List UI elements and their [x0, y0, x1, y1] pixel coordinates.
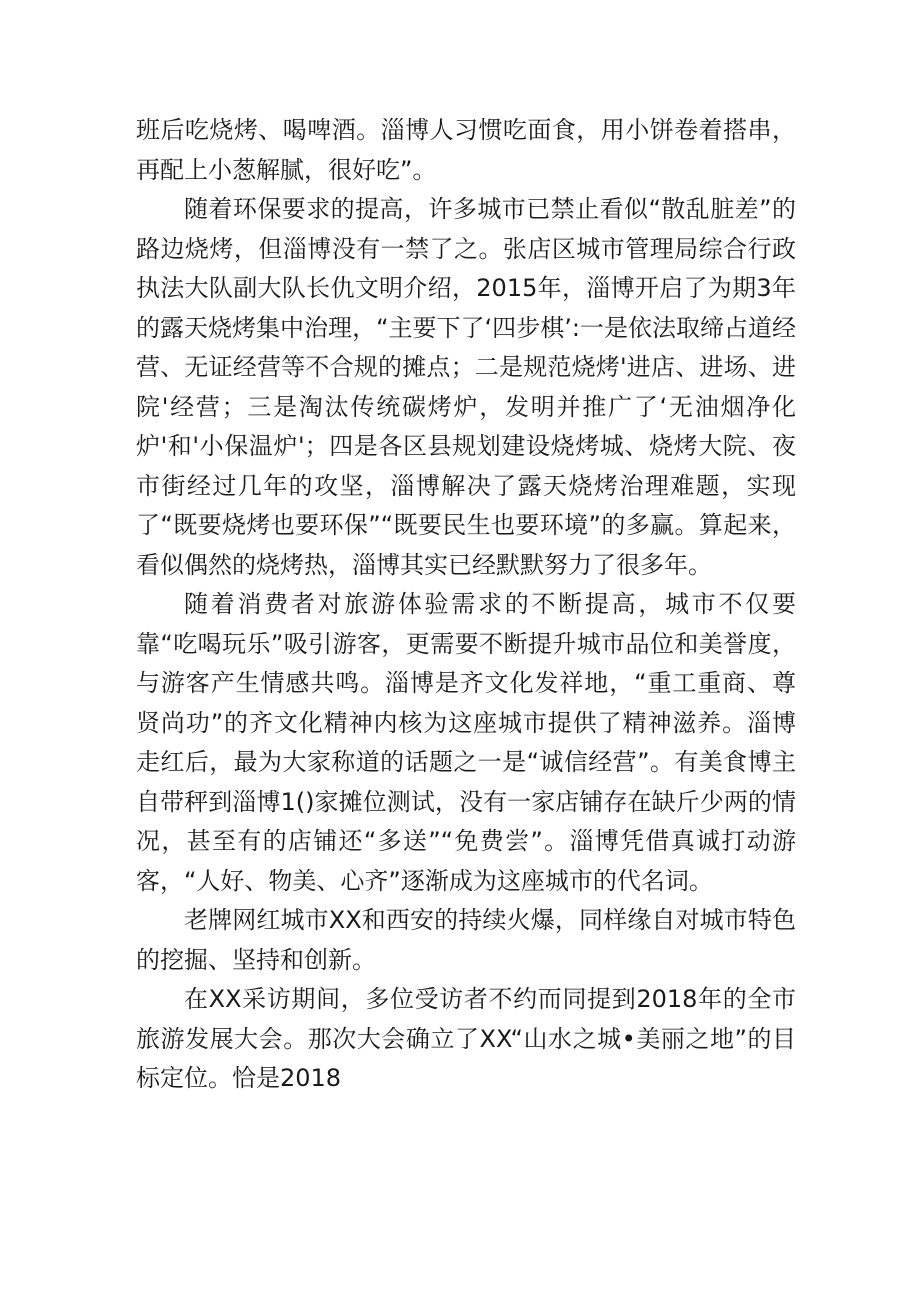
- paragraph-1: 班后吃烧烤、喝啤酒。淄博人习惯吃面食，用小饼卷着搭串，再配上小葱解腻，很好吃”。: [136, 116, 796, 184]
- paragraph-2: 随着环保要求的提高，许多城市已禁止看似“散乱脏差”的路边烧烤，但淄博没有一禁了之。张店区城市管理局综合行政执法大队副大队长仇文明介绍，2015年，淄博开启了为期3年的露天烧烤集中治理，“主要下了‘四步棋’:一是依法取缔占道经营、无证经营等不合规的摊点；二是规范烧烤'进店、进场、进院'经营；三是淘汰传统碳烤炉，发明并推广了‘无油烟净化炉'和'小保温炉'；四是各区县规划建设烧烤城、烧烤大院、夜市街经过几年的攻坚，淄博解决了露天烧烤治理难题，实现了“既要烧烤也要环保”“既要民生也要环境”的多赢。算起来，看似偶然的烧烤热，淄博其实已经默默努力了很多年。: [136, 195, 796, 579]
- article-body: [136, 111, 796, 1099]
- paragraph-3: 随着消费者对旅游体验需求的不断提高，城市不仅要靠“吃喝玩乐”吸引游客，更需要不断提升城市品位和美誉度，与游客产生情感共鸣。淄博是齐文化发祥地，“重工重商、尊贤尚功”的齐文化精神内核为这座城市提供了精神滋养。淄博走红后，最为大家称道的话题之一是“诚信经营”。有美食博主自带秤到淄博1()家摊位测试，没有一家店铺存在缺斤少两的情况，甚至有的店铺还“多送”“免费尝”。淄博凭借真诚打动游客，“人好、物美、心齐”逐渐成为这座城市的代名词。: [136, 590, 796, 895]
- paragraph-5: 在XX采访期间，多位受访者不约而同提到2018年的全市旅游发展大会。那次大会确立了XX“山水之城•美丽之地”的目标定位。恰是2018: [136, 985, 796, 1092]
- paragraph-4: 老牌网红城市XX和西安的持续火爆，同样缘自对城市特色的挖掘、坚持和创新。: [136, 906, 796, 974]
